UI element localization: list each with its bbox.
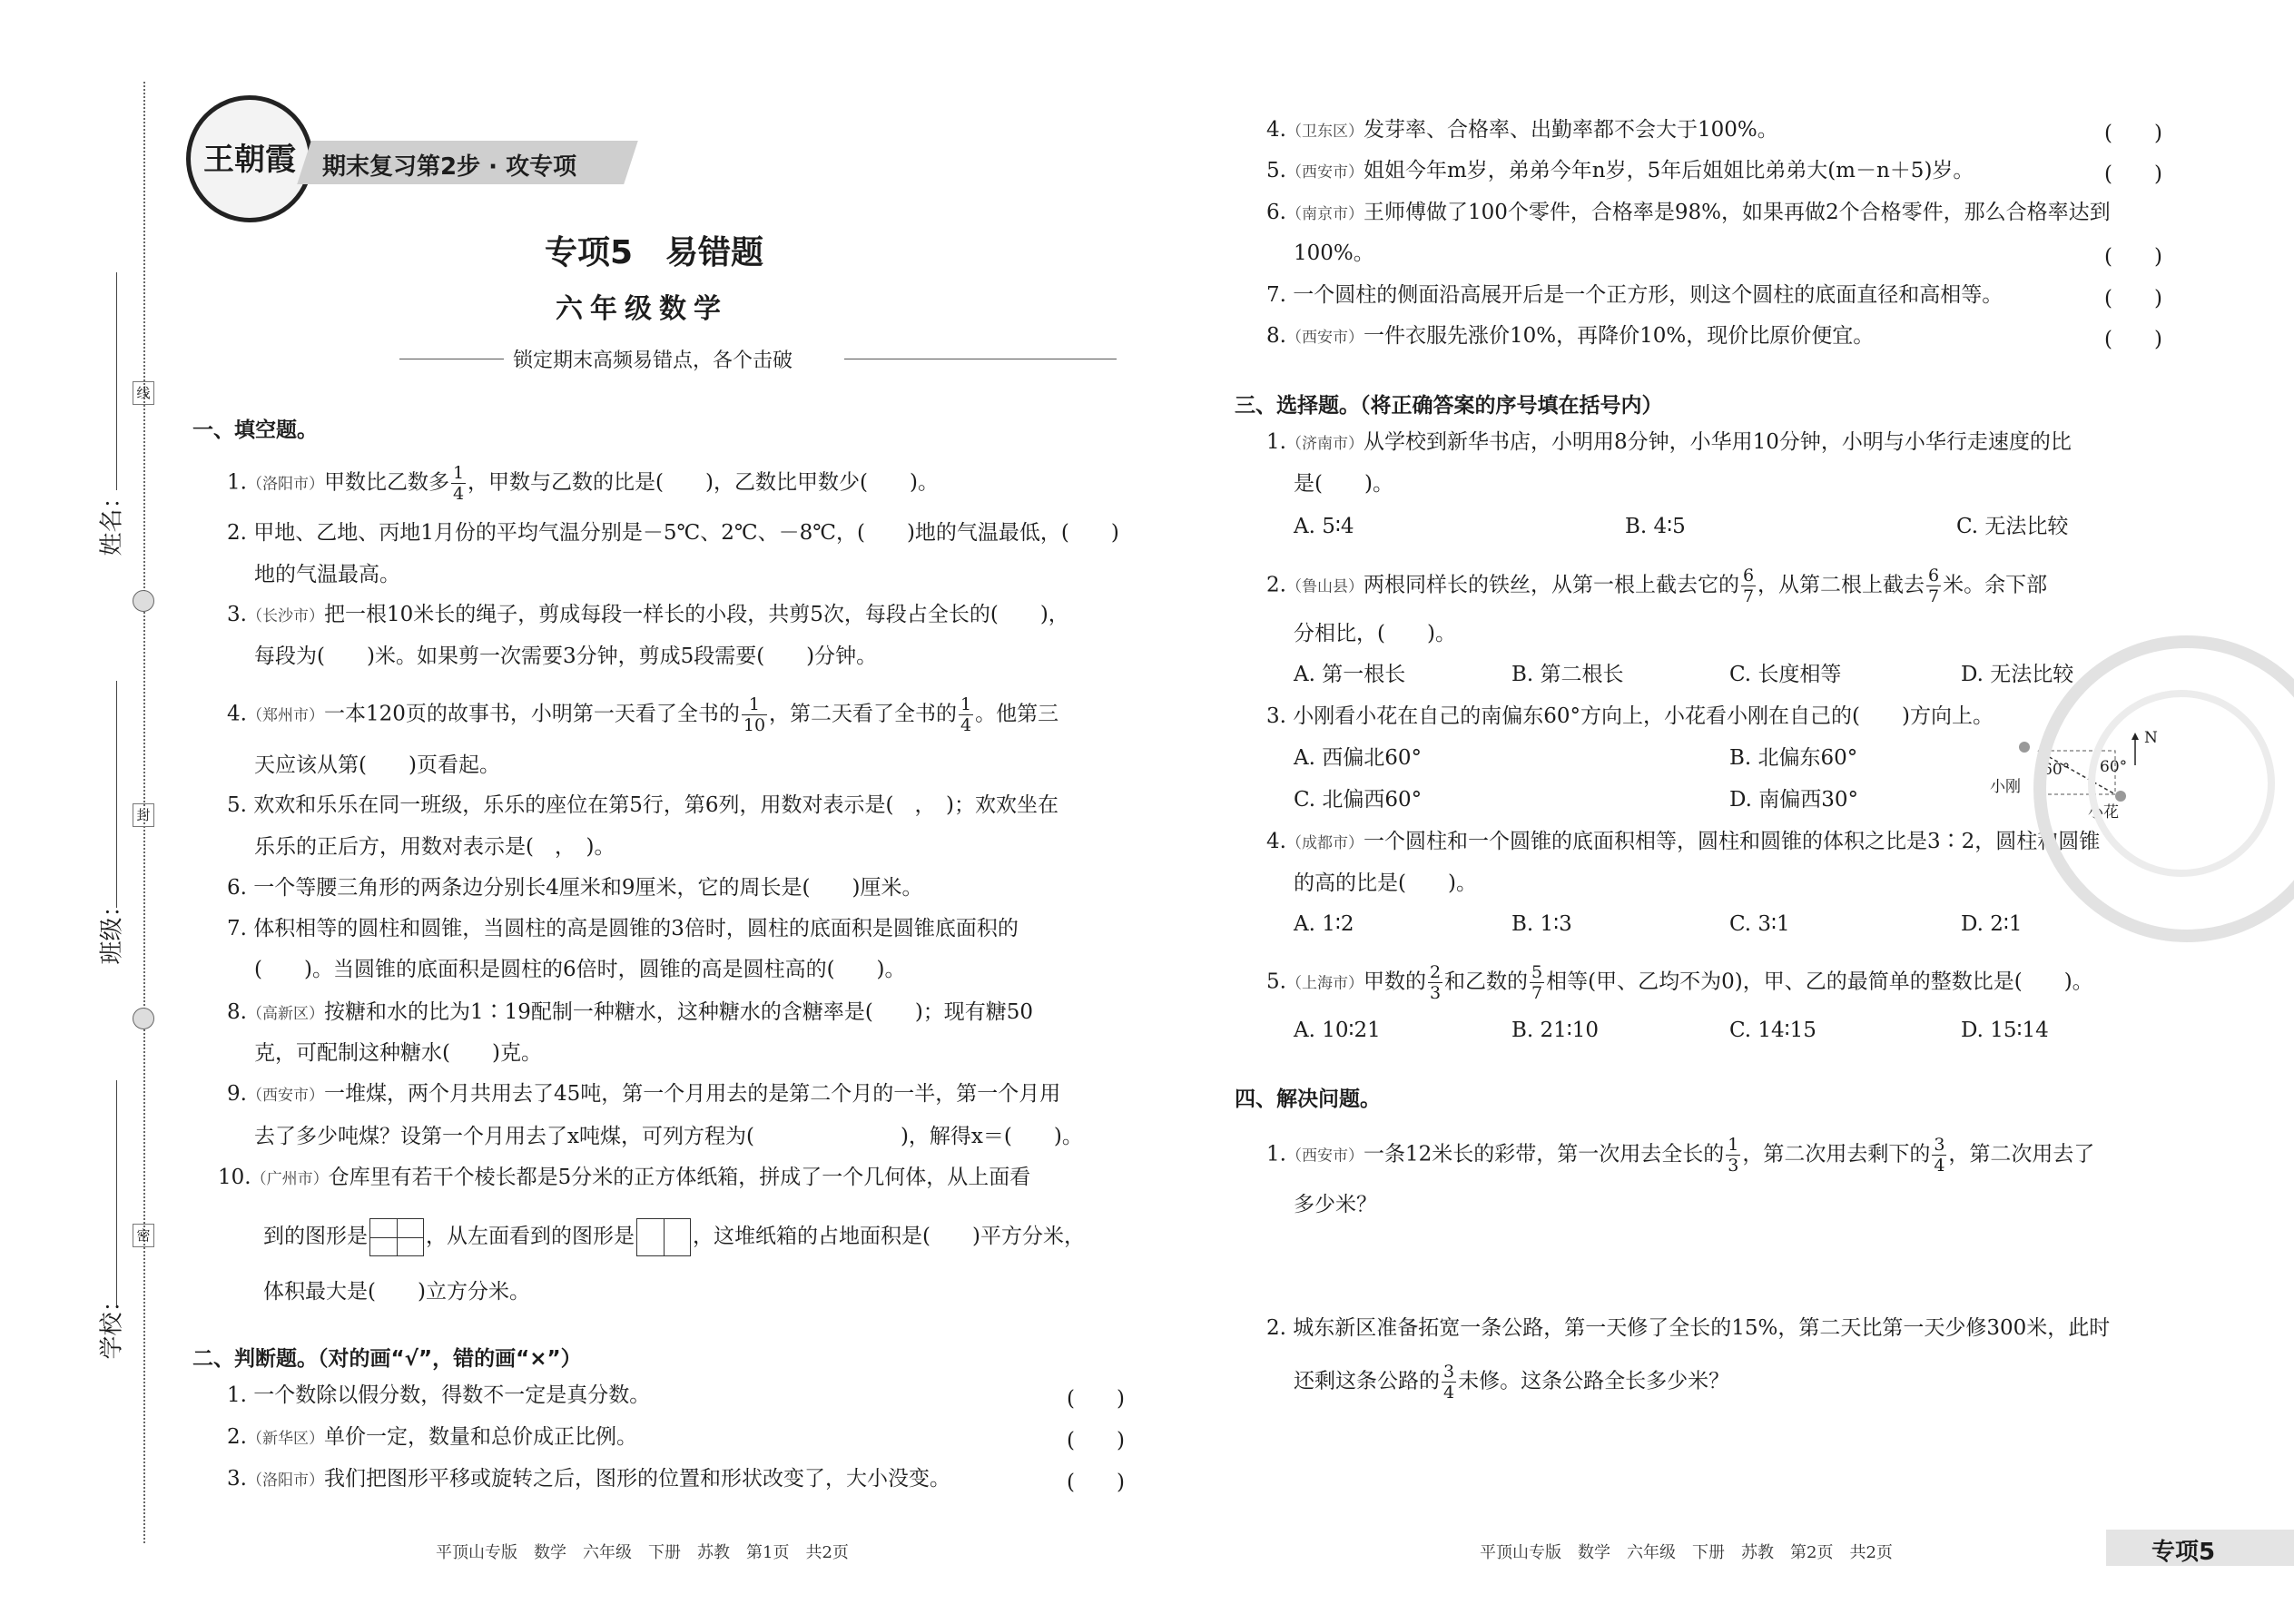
section-solve-heading: 四、解决问题。 [1235,1088,1381,1111]
judge-q4: 4.（卫东区）发芽率、合格率、出勤率都不会大于100%。 [1266,118,1778,142]
choice-q5-option-a[interactable]: A. 10∶21 [1294,1019,1381,1042]
fill-q8-line1: 8.（高新区）按糖和水的比为1∶19配制一种糖水，这种糖水的含糖率是( )；现有糖50 [227,1000,1034,1024]
footer-left: 平顶山专版 数学 六年级 下册 苏教 第1页 共2页 [436,1543,849,1562]
fill-q2-line1: 2. 甲地、乙地、丙地1月份的平均气温分别是－5℃、2℃、－8℃，( )地的气温最低，( ) [227,521,1119,545]
choice-q1-option-c[interactable]: C. 无法比较 [1956,515,2069,538]
person-xiaohua: 小花 [2088,803,2119,822]
fill-q10-line1: 10.（广州市）仓库里有若干个棱长都是5分米的正方体纸箱，拼成了一个几何体，从上面看 [218,1166,1031,1189]
fill-q7-line2: ( )。当圆锥的底面积是圆柱的6倍时，圆锥的高是圆柱高的( )。 [254,958,906,981]
fill-q8-line2: 克，可配制这种糖水( )克。 [254,1041,542,1065]
seal-mark-3: 密 [133,1224,154,1247]
choice-q4-option-c[interactable]: C. 3∶1 [1729,912,1790,936]
seal-mark-1: 线 [133,381,154,405]
school-label: 学校： [98,1288,126,1360]
fraction: $\frac{3}{4}$ [1934,1135,1945,1176]
school-line [116,1080,117,1307]
judge-q1: 1. 一个数除以假分数，得数不一定是真分数。 [227,1383,651,1407]
name-label: 姓名： [98,485,126,556]
choice-q1-line2: 是( )。 [1294,472,1393,496]
choice-q4-option-b[interactable]: B. 1∶3 [1511,912,1572,936]
fill-q6: 6. 一个等腰三角形的两条边分别长4厘米和9厘米，它的周长是( )厘米。 [227,876,923,900]
fraction: $\frac{6}{7}$ [1928,566,1940,606]
solve-q1-line2: 多少米？ [1294,1193,1377,1216]
judge-q5: 5.（西安市）姐姐今年m岁，弟弟今年n岁，5年后姐姐比弟弟大(m－n＋5)岁。 [1266,159,1974,182]
fill-q9-line1: 9.（西安市）一堆煤，两个月共用去了45吨，第一个月用去的是第二个月的一半，第一个月用 [227,1082,1061,1106]
fraction: $\frac{1}{10}$ [743,694,766,735]
choice-q3: 3. 小刚看小花在自己的南偏东60°方向上，小花看小刚在自己的( )方向上。 [1266,704,1994,728]
judge-q6-line1: 6.（南京市）王师傅做了100个零件，合格率是98%，如果再做2个合格零件，那么合格率达到 [1266,201,2111,224]
judge-q2: 2.（新华区）单价一定，数量和总价成正比例。 [227,1425,637,1449]
fill-q5-line1: 5. 欢欢和乐乐在同一班级，乐乐的座位在第5行，第6列，用数对表示是( ， )；欢欢坐在 [227,793,1058,817]
choice-q3-option-a[interactable]: A. 西偏北60° [1294,746,1422,770]
choice-q2-option-c[interactable]: C. 长度相等 [1729,663,1842,686]
choice-q5-option-d[interactable]: D. 15∶14 [1961,1019,2049,1042]
banner-text: 期末复习第2步 · 攻专项 [322,153,577,181]
judge-q5-answer[interactable]: ( ) [2104,162,2162,186]
choice-q4-line2: 的高的比是( )。 [1294,871,1477,895]
choice-q2-line1: 2.（鲁山县）两根同样长的铁丝，从第一根上截去它的 $\frac{6}{7}$ ，从第二根上截去 $\frac{6}{7}$ 米。余下部 [1266,566,2048,606]
choice-q2-option-b[interactable]: B. 第二根长 [1511,663,1624,686]
top-view-figure [369,1218,424,1256]
judge-q3-answer[interactable]: ( ) [1067,1471,1125,1494]
person-xiaogang: 小刚 [1990,778,2021,796]
choice-q1-line1: 1.（济南市）从学校到新华书店，小明用8分钟，小华用10分钟，小明与小华行走速度的比 [1266,430,2072,454]
judge-q8-answer[interactable]: ( ) [2104,328,2162,351]
footer-right: 平顶山专版 数学 六年级 下册 苏教 第2页 共2页 [1480,1543,1893,1562]
direction-angle-1: 60° [2043,761,2071,779]
judge-q4-answer[interactable]: ( ) [2104,122,2162,145]
fill-q3-line1: 3.（长沙市）把一根10米长的绳子，剪成每段一样长的小段，共剪5次，每段占全长的( )， [227,603,1069,626]
fraction: $\frac{2}{3}$ [1429,962,1442,1003]
fill-q10-line3: 体积最大是( )立方分米。 [263,1280,530,1304]
fill-q2-line2: 地的气温最高。 [254,563,400,586]
choice-q3-option-c[interactable]: C. 北偏西60° [1294,788,1423,812]
solve-q2-line2: 还剩这条公路的 $\frac{3}{4}$ 未修。这条公路全长多少米？ [1294,1362,1730,1403]
class-label: 班级： [98,893,126,965]
fill-q3-line2: 每段为( )米。如果剪一次需要3分钟，剪成5段需要( )分钟。 [254,645,878,668]
choice-q5: 5.（上海市）甲数的 $\frac{2}{3}$ 和乙数的 $\frac{5}{7}$ 相等(甲、乙均不为0)，甲、乙的最简单的整数比是( )。 [1266,962,2093,1003]
fill-q1: 1.（洛阳市）甲数比乙数多 $\frac{1}{4}$ ，甲数与乙数的比是( )，乙数比甲数少( )。 [227,463,939,504]
fill-q4-line1: 4.（郑州市）一本120页的故事书，小明第一天看了全书的 $\frac{1}{10}$ ，第二天看了全书的 $\frac{1}{4}$ 。他第三 [227,694,1059,735]
judge-q7-answer[interactable]: ( ) [2104,287,2162,310]
binding-dot-1 [133,590,154,612]
choice-q4-option-a[interactable]: A. 1∶2 [1294,912,1354,936]
logo-text: 王朝霞 [203,142,296,178]
page-title: 专项5 易错题 [545,234,764,271]
brand-logo [186,95,313,222]
north-label: N [2144,729,2158,747]
fill-q4-line2: 天应该从第( )页看起。 [254,753,500,777]
motto: 锁定期末高频易错点，各个击破 [513,349,793,372]
binding-dot-2 [133,1008,154,1029]
solve-q2-line1: 2. 城东新区准备拓宽一条公路，第一天修了全长的15%，第二天比第一天少修300米，此时 [1266,1316,2111,1340]
judge-q1-answer[interactable]: ( ) [1067,1387,1125,1411]
left-view-figure [636,1218,691,1256]
name-line [116,272,117,490]
choice-q4-line1: 4.（成都市）一个圆柱和一个圆锥的底面积相等，圆柱和圆锥的体积之比是3∶2，圆柱和圆锥 [1266,830,2101,853]
fraction: $\frac{1}{3}$ [1728,1135,1739,1176]
choice-q2-option-d[interactable]: D. 无法比较 [1961,663,2074,686]
choice-q3-option-d[interactable]: D. 南偏西30° [1729,788,1859,812]
fraction: $\frac{6}{7}$ [1742,566,1755,606]
choice-q5-option-c[interactable]: C. 14∶15 [1729,1019,1816,1042]
choice-q2-option-a[interactable]: A. 第一根长 [1294,663,1406,686]
class-line [116,681,117,908]
page-subtitle: 六年级数学 [556,293,728,325]
choice-q5-option-b[interactable]: B. 21∶10 [1511,1019,1600,1042]
footer-tag: 专项5 [2151,1539,2216,1566]
fill-q9-line2: 去了多少吨煤？设第一个月用去了x吨煤，可列方程为( )，解得x＝( )。 [254,1125,1083,1148]
fraction: $\frac{5}{7}$ [1531,962,1543,1003]
choice-q3-option-b[interactable]: B. 北偏东60° [1729,746,1858,770]
seal-mark-2: 封 [133,803,154,827]
fraction: $\frac{3}{4}$ [1443,1362,1455,1403]
section-judge-heading: 二、判断题。（对的画“√”，错的画“×”） [192,1347,582,1371]
fill-q10-line2: 到的图形是 ，从左面看到的图形是 ，这堆纸箱的占地面积是( )平方分米， [263,1218,1085,1256]
direction-angle-2: 60° [2100,758,2128,776]
judge-q7: 7. 一个圆柱的侧面沿高展开后是一个正方形，则这个圆柱的底面直径和高相等。 [1266,283,2004,307]
judge-q6-line2: 100%。 [1294,241,1374,265]
section-choice-heading: 三、选择题。（将正确答案的序号填在括号内） [1235,394,1663,418]
watermark-stamp-inner [2088,690,2275,877]
choice-q4-option-d[interactable]: D. 2∶1 [1961,912,2023,936]
fraction: $\frac{1}{4}$ [452,463,465,504]
choice-q1-option-a[interactable]: A. 5∶4 [1294,515,1354,538]
fill-q5-line2: 乐乐的正后方，用数对表示是( ， )。 [254,835,615,859]
fill-q7-line1: 7. 体积相等的圆柱和圆锥，当圆柱的高是圆锥的3倍时，圆柱的底面积是圆锥底面积的 [227,917,1019,940]
judge-q2-answer[interactable]: ( ) [1067,1429,1125,1452]
judge-q3: 3.（洛阳市）我们把图形平移或旋转之后，图形的位置和形状改变了，大小没变。 [227,1467,950,1491]
choice-q2-line2: 分相比，( )。 [1294,622,1456,645]
judge-q8: 8.（西安市）一件衣服先涨价10%，再降价10%，现价比原价便宜。 [1266,324,1875,348]
choice-q1-option-b[interactable]: B. 4∶5 [1625,515,1686,538]
fraction: $\frac{1}{4}$ [960,694,972,735]
section-fill-heading: 一、填空题。 [192,418,318,442]
solve-q1-line1: 1.（西安市）一条12米长的彩带，第一次用去全长的 $\frac{1}{3}$ ，第二次用去剩下的 $\frac{3}{4}$ ，第二次用去了 [1266,1135,2095,1176]
judge-q6-answer[interactable]: ( ) [2104,245,2162,269]
